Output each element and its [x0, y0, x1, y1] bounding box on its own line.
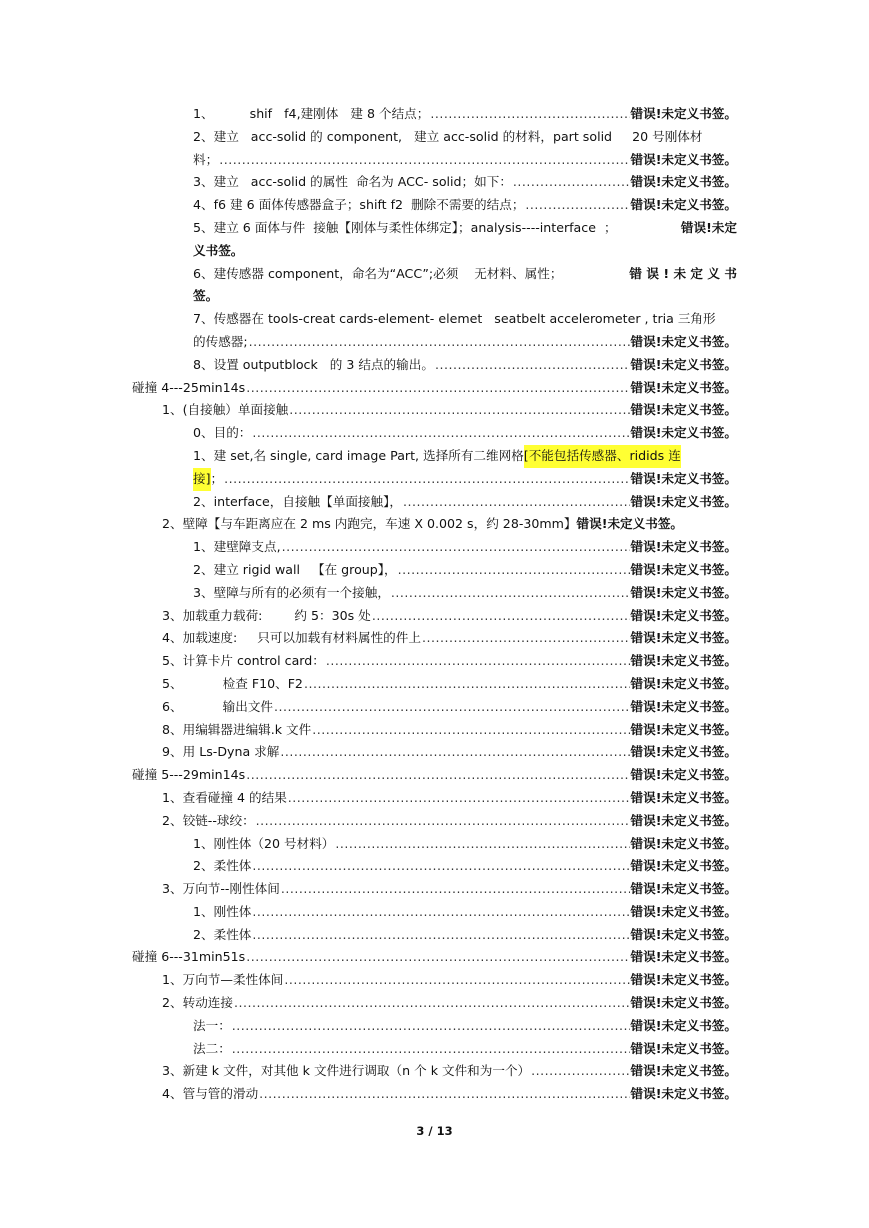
- dot-leader: [274, 696, 629, 719]
- toc-entry-text: 1、查看碰撞 4 的结果: [162, 789, 287, 805]
- toc-entry-text: 8、用编辑器进编辑.k 文件: [162, 721, 312, 737]
- bookmark-error: 错误!未定义书签。: [630, 675, 737, 691]
- bookmark-error: 错 误 ! 未 定 义 书: [629, 265, 737, 281]
- toc-entry-text: 2、壁障【与车距离应在 2 ms 内跑完，车速 X 0.002 s，约 28-30mm】: [162, 516, 577, 532]
- dot-leader: [284, 969, 629, 992]
- toc-entry[interactable]: [0, 171, 869, 194]
- dot-leader: [282, 536, 630, 559]
- toc-entry[interactable]: [0, 263, 869, 286]
- bookmark-error: 错误!未定义书签。: [630, 903, 737, 919]
- toc-entry-text: 1、(自接触）单面接触: [162, 402, 289, 418]
- toc-entry-text: 法一：: [193, 1017, 231, 1033]
- toc-entry[interactable]: [0, 719, 869, 742]
- toc-entry-text: 3、加载重力载荷: 约 5：30s 处: [162, 607, 371, 623]
- highlighted-text: 接]: [193, 468, 211, 491]
- dot-leader: [403, 491, 629, 514]
- bookmark-error: 错误!未定义书签。: [630, 744, 737, 760]
- toc-entry[interactable]: [0, 924, 869, 947]
- toc-entry-text: 8、设置 outputblock 的 3 结点的输出。: [193, 356, 434, 372]
- toc-entry-text: 5、 检查 F10、F2: [162, 675, 303, 691]
- toc-entry[interactable]: [0, 696, 869, 719]
- bookmark-error: 错误!未定义书签。: [630, 151, 737, 167]
- bookmark-error: 错误!未定义书签。: [630, 812, 737, 828]
- dot-leader: [256, 810, 630, 833]
- bookmark-error: 错误!未定义书签。: [630, 972, 737, 988]
- toc-entry[interactable]: [0, 627, 869, 650]
- toc-entry[interactable]: [0, 285, 869, 308]
- toc-entry[interactable]: [0, 399, 869, 422]
- dot-leader: [422, 627, 630, 650]
- toc-entry[interactable]: [0, 217, 869, 240]
- toc-entry[interactable]: [0, 468, 869, 491]
- toc-entry[interactable]: [0, 741, 869, 764]
- toc-entry[interactable]: [0, 969, 869, 992]
- toc-entry[interactable]: [0, 491, 869, 514]
- bookmark-error: 错误!未定义书签。: [630, 858, 737, 874]
- toc-entry[interactable]: [0, 240, 869, 263]
- toc-entry-text: 碰撞 5---29min14s: [132, 767, 246, 783]
- toc-entry[interactable]: [0, 331, 869, 354]
- toc-entry[interactable]: [0, 901, 869, 924]
- toc-entry-text: 3、建立 acc-solid 的属性 命名为 ACC- solid；如下：: [193, 174, 512, 190]
- bookmark-error: 错误!未定义书签。: [630, 333, 737, 349]
- toc-entry-text: 3、万向节--刚性体间: [162, 881, 280, 897]
- toc-entry[interactable]: [0, 308, 869, 331]
- dot-leader: [289, 399, 629, 422]
- toc-entry[interactable]: [0, 1015, 869, 1038]
- toc-entry[interactable]: [0, 878, 869, 901]
- dot-leader: [252, 924, 629, 947]
- dot-leader: [335, 833, 629, 856]
- toc-entry-text: 1、万向节—柔性体间: [162, 972, 284, 988]
- dot-leader: [259, 1083, 629, 1106]
- toc-entry[interactable]: [0, 103, 869, 126]
- bookmark-error: 错误!未定义书签。: [630, 721, 737, 737]
- bookmark-error: 错误!未定: [680, 219, 737, 235]
- dot-leader: [252, 901, 629, 924]
- toc-entry[interactable]: [0, 1060, 869, 1083]
- toc-entry-text: 碰撞 6---31min51s: [132, 949, 246, 965]
- toc-entry[interactable]: [0, 650, 869, 673]
- bookmark-error: 错误!未定义书签。: [630, 379, 737, 395]
- dot-leader: [246, 946, 629, 969]
- dot-leader: [326, 650, 630, 673]
- bookmark-error: 错误!未定义书签。: [630, 1063, 737, 1079]
- toc-entry-text: 义书签。: [193, 242, 244, 258]
- bookmark-error: 错误!未定义书签。: [630, 1017, 737, 1033]
- bookmark-error: 错误!未定义书签。: [630, 425, 737, 441]
- toc-entry-text: 1、刚性体（20 号材料）: [193, 835, 335, 851]
- dot-leader: [513, 171, 630, 194]
- bookmark-error: 错误!未定义书签。: [630, 470, 737, 486]
- toc-entry[interactable]: [0, 605, 869, 628]
- toc-entry-text: 料；: [193, 151, 219, 167]
- dot-leader: [232, 1038, 630, 1061]
- toc-entry[interactable]: [0, 422, 869, 445]
- bookmark-error: 错误!未定义书签。: [630, 356, 737, 372]
- toc-entry-text: 签。: [193, 288, 219, 304]
- bookmark-error: 错误!未定义书签。: [630, 949, 737, 965]
- toc-entry[interactable]: [0, 855, 869, 878]
- bookmark-error: 错误!未定义书签。: [630, 789, 737, 805]
- toc-entry-text: 2、interface，自接触【单面接触】，: [193, 493, 403, 509]
- dot-leader: [280, 741, 629, 764]
- toc-entry[interactable]: [0, 1038, 869, 1061]
- dot-leader: [224, 468, 629, 491]
- bookmark-error: 错误!未定义书签。: [630, 630, 737, 646]
- bookmark-error: 错误!未定义书签。: [630, 539, 737, 555]
- bookmark-error: 错误!未定义书签。: [630, 995, 737, 1011]
- toc-entry-text: 0、目的：: [193, 425, 252, 441]
- bookmark-error: 错误!未定义书签。: [630, 561, 737, 577]
- toc-entry-text: 3、新建 k 文件，对其他 k 文件进行调取（n 个 k 文件和为一个）: [162, 1063, 531, 1079]
- toc-entry-text: 5、计算卡片 control card：: [162, 653, 325, 669]
- bookmark-error: 错误!未定义书签。: [630, 1086, 737, 1102]
- bookmark-error: 错误!未定义书签。: [630, 1040, 737, 1056]
- bookmark-error: 错误!未定义书签。: [630, 698, 737, 714]
- toc-entry[interactable]: [0, 194, 869, 217]
- toc-entry[interactable]: [0, 582, 869, 605]
- bookmark-error: 错误!未定义书签。: [630, 653, 737, 669]
- toc-entry[interactable]: [0, 764, 869, 787]
- toc-entry-text: 法二：: [193, 1040, 231, 1056]
- bookmark-error: 错误!未定义书签。: [630, 584, 737, 600]
- toc-entry-text: 5、建立 6 面体与件 接触【刚体与柔性体绑定】；analysis----interface ；: [193, 219, 617, 235]
- dot-leader: [252, 422, 629, 445]
- toc-entry[interactable]: [0, 787, 869, 810]
- dot-leader: [391, 582, 630, 605]
- toc-entry-text: 4、f6 建 6 面体传感器盒子；shift f2 删除不需要的结点；: [193, 197, 525, 213]
- toc-entry[interactable]: [0, 1083, 869, 1106]
- bookmark-error: 错误!未定义书签。: [630, 835, 737, 851]
- toc-entry[interactable]: [0, 992, 869, 1015]
- toc-entry[interactable]: [0, 810, 869, 833]
- dot-leader: [525, 194, 629, 217]
- dot-leader: [288, 787, 630, 810]
- bookmark-error: 错误!未定义书签。: [630, 402, 737, 418]
- toc-entry-text: 6、 输出文件: [162, 698, 274, 714]
- dot-leader: [249, 331, 630, 354]
- bookmark-error: 错误!未定义书签。: [630, 607, 737, 623]
- dot-leader: [372, 605, 630, 628]
- bookmark-error: 错误!未定义书签。: [576, 516, 684, 532]
- dot-leader: [398, 559, 630, 582]
- dot-leader: [219, 149, 629, 172]
- dot-leader: [304, 673, 630, 696]
- toc-entry-text: 4、加载速度: 只可以加载有材料属性的件上: [162, 630, 421, 646]
- toc-entry-text: 9、用 Ls-Dyna 求解: [162, 744, 280, 760]
- toc-entry[interactable]: [0, 833, 869, 856]
- toc-entry-text: 2、转动连接: [162, 995, 233, 1011]
- toc-entry-text: 1、建 set,名 single, card image Part, 选择所有二维网格: [193, 447, 524, 463]
- toc-entry[interactable]: [0, 673, 869, 696]
- dot-leader: [281, 878, 630, 901]
- dot-leader: [430, 103, 629, 126]
- dot-leader: [246, 377, 629, 400]
- toc-entry-text: 2、建立 rigid wall 【在 group】，: [193, 561, 397, 577]
- toc-entry-text: 2、建立 acc-solid 的 component, 建立 acc-solid 的材料，part solid 20 号刚体材: [193, 128, 703, 144]
- bookmark-error: 错误!未定义书签。: [630, 493, 737, 509]
- toc-entry[interactable]: [0, 513, 869, 536]
- toc-entry[interactable]: [0, 559, 869, 582]
- dot-leader: [234, 992, 630, 1015]
- toc-entry-text: 碰撞 4---25min14s: [132, 379, 246, 395]
- dot-leader: [312, 719, 629, 742]
- dot-leader: [435, 354, 630, 377]
- bookmark-error: 错误!未定义书签。: [630, 881, 737, 897]
- toc-entry-text: 4、管与管的滑动: [162, 1086, 259, 1102]
- toc-entry[interactable]: [0, 354, 869, 377]
- toc-entry-text: 7、传感器在 tools-creat cards-element- elemet seatbelt accelerometer , tria 三角形: [193, 311, 716, 327]
- dot-leader: [232, 1015, 630, 1038]
- toc-entry-text: 1、建壁障支点,: [193, 539, 281, 555]
- bookmark-error: 错误!未定义书签。: [630, 926, 737, 942]
- toc-entry-text: 2、柔性体: [193, 858, 252, 874]
- toc-entry-text: 3、壁障与所有的必须有一个接触，: [193, 584, 390, 600]
- toc-entry[interactable]: [0, 536, 869, 559]
- toc-entry[interactable]: [0, 377, 869, 400]
- toc-entry[interactable]: [0, 126, 869, 149]
- dot-leader: [531, 1060, 629, 1083]
- toc-entry-text: 的传感器;: [193, 333, 248, 349]
- toc-entry[interactable]: [0, 149, 869, 172]
- toc-entry-text: ；: [210, 470, 224, 486]
- bookmark-error: 错误!未定义书签。: [630, 106, 737, 121]
- highlighted-text: [不能包括传感器、ridids 连: [524, 445, 681, 468]
- dot-leader: [246, 764, 629, 787]
- toc-entry-text: 1、 shif f4,建刚体 建 8 个结点；: [193, 106, 430, 121]
- bookmark-error: 错误!未定义书签。: [630, 174, 737, 190]
- page-number: 3 / 13: [416, 1124, 453, 1138]
- toc-entry-text: 2、铰链--球绞：: [162, 812, 255, 828]
- toc-entry-text: 1、刚性体: [193, 903, 252, 919]
- toc-entry-text: 2、柔性体: [193, 926, 252, 942]
- bookmark-error: 错误!未定义书签。: [630, 767, 737, 783]
- table-of-contents: [0, 103, 869, 1106]
- toc-entry-text: 6、建传感器 component，命名为“ACC”;必须 无材料、属性；: [193, 265, 563, 281]
- toc-entry[interactable]: [0, 445, 869, 468]
- dot-leader: [252, 855, 629, 878]
- bookmark-error: 错误!未定义书签。: [630, 197, 737, 213]
- toc-entry[interactable]: [0, 946, 869, 969]
